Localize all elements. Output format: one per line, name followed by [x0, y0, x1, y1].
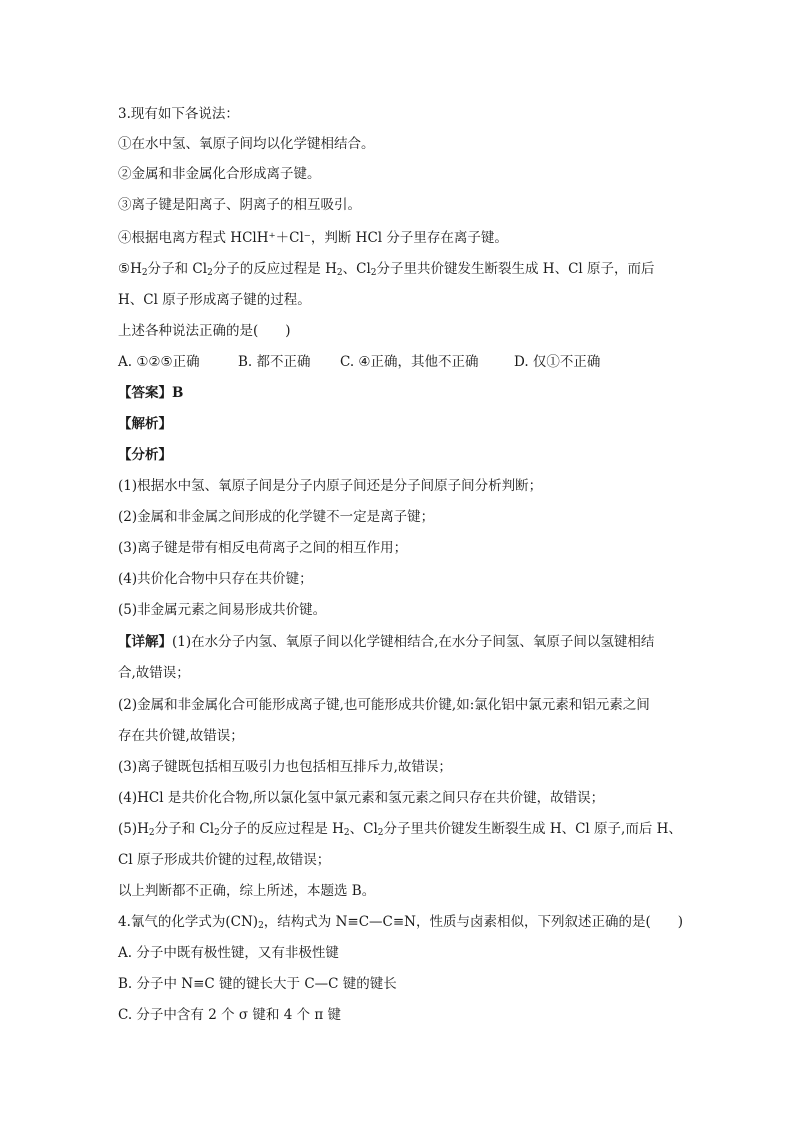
detail-1-line2: 合,故错误；	[118, 665, 190, 681]
fenxi-item-1: (1)根据水中氢、氧原子间是分子内原子间还是分子间原子间分析判断；	[118, 478, 543, 494]
fenxi-item-4: (4)共价化合物中只存在共价键；	[118, 571, 313, 587]
conclusion: 以上判断都不正确，综上所述，本题选 B。	[118, 883, 376, 899]
q4-option-c: C. 分子中含有 2 个 σ 键和 4 个 π 键	[118, 1007, 342, 1023]
q4-stem: 4.氰气的化学式为$(CN)_2$，结构式为 N≡C—C≡N，性质与卤素相似，下列叙述正确的是( )	[118, 914, 684, 931]
answer-label: 【答案】B	[118, 385, 184, 401]
q3-statement-4: ④根据电离方程式 HClH⁺＋Cl⁻，判断 HCl 分子里存在离子键。	[118, 230, 508, 246]
q3-statement-5-line2: H、Cl 原子形成离子键的过程。	[118, 292, 311, 308]
q3-statement-3: ③离子键是阳离子、阴离子的相互吸引。	[118, 197, 361, 213]
detail-2-line2: 存在共价键,故错误；	[118, 728, 244, 744]
q4-option-a: A. 分子中既有极性键，又有非极性键	[118, 945, 339, 961]
q3-question: 上述各种说法正确的是( )	[118, 323, 291, 339]
q3-statement-5-line1: $⑤H_2$分子和 $Cl_2$分子的反应过程是 $H_2$、$Cl_2$分子里共价键发生断裂生成 H、Cl 原子，而后	[118, 261, 655, 278]
q3-option-d: D. 仅①不正确	[514, 354, 601, 370]
analysis-label: 【解析】	[118, 416, 172, 432]
q3-statement-2: ②金属和非金属化合形成离子键。	[118, 166, 321, 182]
q3-stem: 3.现有如下各说法：	[118, 106, 239, 122]
detail-3: (3)离子键既包括相互吸引力也包括相互排斥力,故错误；	[118, 759, 452, 775]
q3-option-a: A. ①②⑤正确	[118, 354, 200, 370]
fenxi-item-5: (5)非金属元素之间易形成共价键。	[118, 602, 327, 618]
detail-4: (4)HCl 是共价化合物,所以氯化氢中氯元素和氢元素之间只存在共价键，故错误；	[118, 790, 605, 806]
detail-2-line1: (2)金属和非金属化合可能形成离子键,也可能形成共价键,如:氯化铝中氯元素和铝元素之间	[118, 697, 650, 713]
fenxi-item-2: (2)金属和非金属之间形成的化学键不一定是离子键；	[118, 509, 435, 525]
detail-5-line2: Cl 原子形成共价键的过程,故错误；	[118, 852, 331, 868]
q3-statement-1: ①在水中氢、氧原子间均以化学键相结合。	[118, 136, 375, 152]
detail-1-line1: 【详解】(1)在水分子内氢、氧原子间以化学键相结合,在水分子间氢、氧原子间以氢键相结	[118, 634, 655, 650]
q4-option-b: B. 分子中 N≡C 键的键长大于 C—C 键的键长	[118, 976, 397, 992]
detail-5-line1: $(5)H_2$分子和 $Cl_2$分子的反应过程是 $H_2$、$Cl_2$分子里共价键发生断裂生成 H、Cl 原子,而后 H、	[118, 821, 682, 838]
fenxi-item-3: (3)离子键是带有相反电荷离子之间的相互作用；	[118, 540, 408, 556]
q3-option-b: B. 都不正确	[238, 354, 311, 370]
q3-options	[118, 352, 684, 372]
fenxi-label: 【分析】	[118, 447, 172, 463]
q3-option-c: C. ④正确，其他不正确	[340, 354, 479, 370]
